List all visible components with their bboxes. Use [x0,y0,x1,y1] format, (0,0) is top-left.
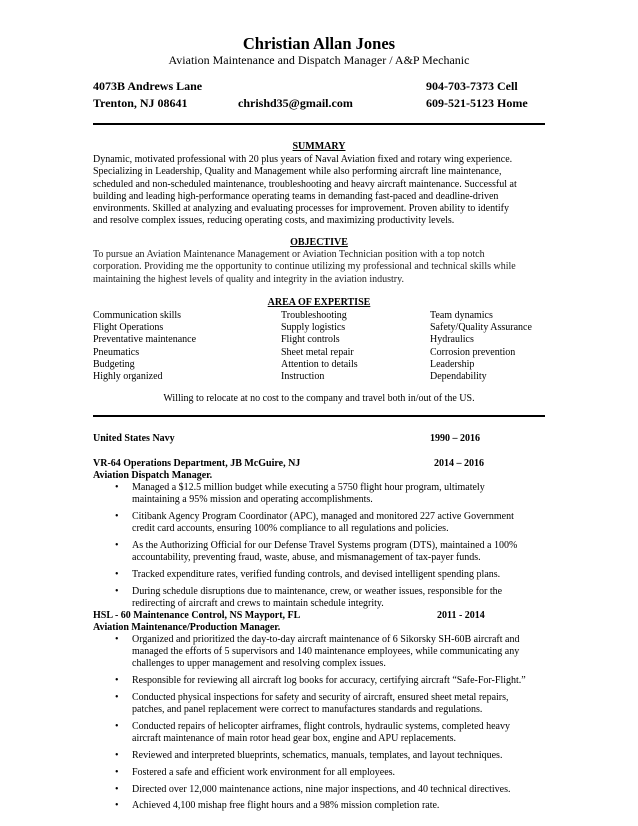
employer-dates: 1990 – 2016 [430,433,480,444]
job-title: Aviation Dispatch Manager. [93,470,213,481]
expertise-column-1 [93,310,196,383]
list-item [93,750,553,762]
summary-heading: SUMMARY [292,141,346,152]
skill-item: Corrosion prevention [430,346,516,358]
summary-line: building and leading high-performance operating teams in demanding fast-paced and deadline-driven [93,190,499,202]
bullet-line: Conducted repairs of helicopter airframes, flight controls, hydraulic systems, completed heavy [132,721,510,732]
job-dates: 2011 - 2014 [437,610,485,621]
bullet-icon: • [115,766,119,778]
skill-item: Dependability [430,371,487,383]
summary-line: and resolve complex issues, reducing operating costs, and maximizing productivity levels. [93,215,455,227]
bullet-line: Organized and prioritized the day-to-day aircraft maintenance of 6 Sikorsky SH-60B aircraft and [132,634,520,645]
job-bullet-list [93,634,553,817]
bullet-icon: • [115,540,119,551]
bullet-line: Fostered a safe and efficient work environment for all employees. [132,766,396,778]
employer-name: United States Navy [93,433,175,444]
list-item [93,634,553,671]
bullet-line: maintaining a 95% mission and operating accomplishments. [132,494,373,506]
objective-line: To pursue an Aviation Maintenance Management or Aviation Technician position with a top notch [93,249,485,260]
bullet-line: Conducted physical inspections for safety and security of aircraft, ensured sheet metal repairs, [132,692,509,703]
bullet-icon: • [115,634,119,645]
bullet-line: patches, and panel replacement were correct to manufactures standards and regulations. [132,704,483,716]
skill-item: Supply logistics [281,322,346,334]
list-item [93,540,553,564]
expertise-column-2 [281,310,358,383]
list-item [93,569,553,581]
bullet-icon: • [115,692,119,703]
skill-item: Leadership [430,358,475,370]
bullet-icon: • [115,585,119,597]
skill-item: Preventative maintenance [93,334,197,346]
bullet-icon: • [115,800,119,812]
summary-line: scheduled and non-scheduled maintenance, troubleshooting and heavy aircraft maintenance. Successful at [93,178,517,190]
expertise-column-3 [430,310,532,383]
address-line-2: Trenton, NJ 08641 [93,96,188,110]
skill-item: Troubleshooting [281,310,347,321]
header-divider [93,123,545,125]
bullet-line: Reviewed and interpreted blueprints, schematics, manuals, templates, and layout techniques. [132,750,503,761]
bullet-line: Achieved 4,100 mishap free flight hours and a 98% mission completion rate. [132,800,440,812]
bullet-line: challenges to upper management and resolving complex issues. [132,658,386,670]
skill-item: Communication skills [93,310,182,321]
relocation-statement: Willing to relocate at no cost to the company and travel both in/out of the US. [163,393,475,404]
bullet-line: Responsible for reviewing all aircraft log books for accuracy, certifying aircraft “Safe-For-Flight.” [132,675,526,687]
list-item [93,482,553,506]
bullet-icon: • [115,675,119,687]
list-item [93,692,553,716]
expertise-heading: AREA OF EXPERTISE [267,297,371,308]
list-item [93,767,553,779]
resume-name: Christian Allan Jones [242,34,396,53]
skill-item: Budgeting [93,358,135,370]
bullet-icon: • [115,750,119,761]
address-line-1: 4073B Andrews Lane [93,79,203,93]
skill-item: Team dynamics [430,310,493,321]
list-item [93,586,553,610]
bullet-icon: • [115,569,119,580]
bullet-line: During schedule disruptions due to maintenance, crew, or weather issues, responsible for the [132,585,503,597]
phone-cell: 904-703-7373 Cell [426,79,518,93]
skill-item: Flight Operations [93,322,164,334]
list-item [93,511,553,535]
list-item [93,675,553,687]
summary-line: Dynamic, motivated professional with 20 plus years of Naval Aviation fixed and rotary wing experience. [93,154,513,165]
skill-item: Hydraulics [430,334,474,346]
email-address: chrishd35@gmail.com [238,96,353,110]
skill-item: Flight controls [281,334,340,346]
bullet-line: accountability, preventing fraud, waste, abuse, and mismanagement of tax-payer funds. [132,552,481,564]
summary-line: Specializing in Leadership, Quality and Management while also performing aircraft line maintenance, [93,166,502,178]
summary-line: environments. Skilled at analyzing and evaluating processes for improvement. Proven ability to identify [93,203,510,215]
job-bullet-list [93,482,553,615]
job-dates: 2014 – 2016 [434,458,484,469]
bullet-line: Directed over 12,000 maintenance actions, nine major inspections, and 40 technical directives. [132,783,511,795]
skill-item: Sheet metal repair [281,346,354,358]
bullet-icon: • [115,511,119,522]
skill-item: Safety/Quality Assurance [430,322,532,334]
skill-item: Highly organized [93,371,163,383]
summary-paragraph [93,154,553,228]
bullet-icon: • [115,721,119,732]
objective-heading: OBJECTIVE [290,237,348,248]
bullet-icon: • [115,783,119,795]
objective-line: corporation. Providing me the opportunity to continue utilizing my professional and technical skills while [93,261,516,273]
bullet-line: As the Authorizing Official for our Defense Travel Systems program (DTS), maintained a 100% [132,540,518,551]
bullet-line: Citibank Agency Program Coordinator (APC), managed and monitored 227 active Government [132,511,514,522]
job-unit: HSL - 60 Maintenance Control, NS Mayport, FL [93,610,301,621]
job-unit: VR-64 Operations Department, JB McGuire, NJ [93,458,301,469]
bullet-line: redirecting of aircraft and crews to maintain schedule integrity. [132,598,384,609]
resume-headline: Aviation Maintenance and Dispatch Manager / A&P Mechanic [168,53,470,67]
job-title: Aviation Maintenance/Production Manager. [93,622,281,633]
bullet-line: managed the efforts of 5 supervisors and 140 maintenance employees, while communicating any [132,646,520,658]
list-item [93,800,553,812]
bullet-line: credit card accounts, ensuring 100% compliance to all regulations and policies. [132,523,449,535]
skill-item: Attention to details [281,358,358,370]
bullet-line: aircraft maintenance of main rotor head gear box, engine and APU replacements. [132,733,457,745]
list-item [93,721,553,745]
expertise-divider [93,415,545,417]
skill-item: Pneumatics [93,346,140,358]
list-item [93,784,553,796]
objective-line: maintaining the highest levels of quality and integrity in the aviation industry. [93,273,404,285]
bullet-line: Tracked expenditure rates, verified funding controls, and devised intelligent spending plans. [132,569,501,580]
objective-paragraph [93,249,553,286]
bullet-icon: • [115,482,119,493]
skill-item: Instruction [281,371,325,383]
bullet-line: Managed a $12.5 million budget while executing a 5750 flight hour program, ultimately [132,482,485,493]
phone-home: 609-521-5123 Home [426,96,528,110]
